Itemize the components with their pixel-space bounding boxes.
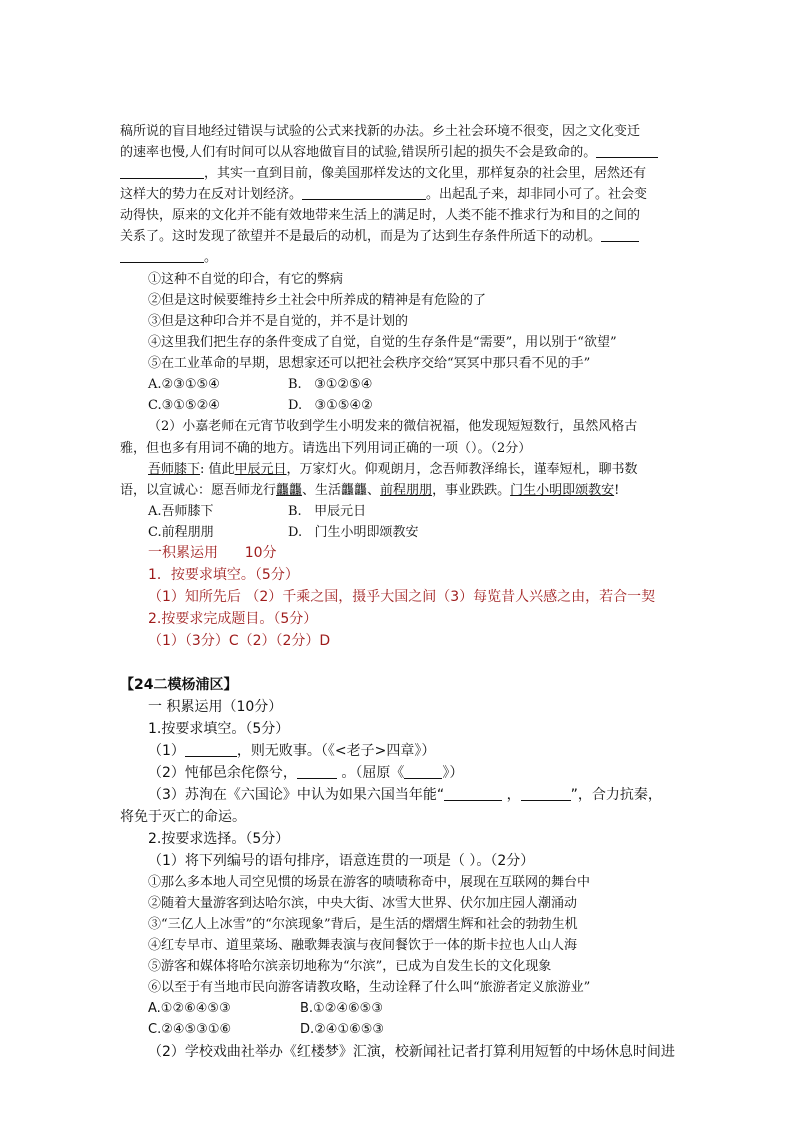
fill-2-text: 。（屈原《: [336, 765, 405, 781]
passage-line-3: [120, 165, 646, 183]
answer-1-title: 1．按要求填空。（5分）: [148, 567, 299, 583]
exam2-option-b[interactable]: B.①②④⑥⑤③: [300, 1001, 383, 1016]
passage-line-6-text: 关系了。这时发现了欲望并不是最后的动机，而是为了达到生存条件所适下的动机。: [120, 229, 602, 244]
sentence-2: ②但是这时候要维持乡土社会中所养成的精神是有危险的了: [148, 293, 487, 308]
sentence-3: ③但是这种印合并不是自觉的，并不是计划的: [148, 314, 409, 329]
fill-blank-1b[interactable]: [120, 165, 204, 179]
fill-2-blank-b[interactable]: [404, 765, 442, 779]
fill-3-text: ”，合力抗秦，: [570, 787, 662, 803]
fill-2-prefix: （2）忳郁邑余侘傺兮，: [148, 765, 297, 781]
fill-3-prefix: （3）苏洵在《六国论》中认为如果六国当年能“: [148, 787, 445, 803]
exam2-options-row-2: [148, 1021, 384, 1039]
q2-option-c[interactable]: C.前程朋朋: [148, 525, 214, 540]
q1-options-row-1: [148, 376, 372, 394]
fill-blank-3a[interactable]: [601, 228, 639, 242]
passage-line-5: 动得快，原来的文化并不能有效地带来生活上的满足时，人类不能不推求行为和目的之间的: [120, 208, 641, 223]
exam2-fill-3: [148, 786, 662, 804]
message-end: !: [614, 483, 620, 498]
exam2-fill-2: [148, 764, 463, 782]
passage-line-4: [120, 186, 647, 204]
answer-section-score: 10分: [244, 545, 277, 561]
sentence-1: ①这种不自觉的印合，有它的弊病: [148, 272, 344, 287]
q1-option-a[interactable]: [148, 376, 288, 394]
phrase-longxing: 龘龘: [276, 483, 303, 498]
passage-line-2-text: 的速率也慢,人们有时间可以从容地做盲目的试验,错误所引起的损失不会是致命的。: [120, 145, 597, 160]
passage-line-4-text-b: 。出起乱子来，却非同小可了。社会变: [426, 187, 648, 202]
sentence-5: ⑤在工业革命的早期，思想家还可以把社会秩序交给“冥冥中那只看不见的手”: [148, 356, 591, 371]
fill-2-blank-a[interactable]: [297, 765, 337, 779]
q2-option-d-text: 门生小明即颂教安: [314, 525, 419, 540]
q2-message-line-2: [120, 482, 619, 500]
passage-line-6: [120, 228, 639, 246]
q2-message-line-1: [148, 461, 638, 479]
exam2-option-a[interactable]: A.①②⑥④⑤③: [148, 1001, 231, 1016]
fill-blank-2[interactable]: [302, 186, 426, 200]
fill-blank-1a[interactable]: [596, 144, 658, 158]
exam2-q2-title: 2.按要求选择。（5分）: [148, 831, 290, 847]
message-text-4: ，事业跌跌。: [432, 483, 511, 498]
answer-section-title: [148, 544, 277, 562]
exam2-option-c[interactable]: C.②④⑤③①⑥: [148, 1022, 232, 1037]
q2-option-d-label: D.: [288, 525, 303, 540]
q2-options-row-2: [148, 524, 419, 542]
option-a-label: A.: [148, 377, 162, 392]
message-text-2: 语，以宣诚心：愿吾师龙行: [120, 483, 277, 498]
answer-1-text: （1）知所先后 （2）千乘之国，摄乎大国之间（3）每览昔人兴感之由，若合一契: [148, 589, 656, 605]
fill-1-text: ，则无败事。（《<老子>四章》）: [236, 743, 436, 759]
q2-stem-line-2: 雅，但也多有用词不确的地方。请选出下列用词正确的一项（）。（2分）: [120, 441, 532, 456]
message-text-3: 、生活龘龘、: [302, 483, 381, 498]
exam2-q2-stem: （1）将下列编号的语句排序，语意连贯的一项是（ ）。（2分）: [148, 853, 535, 869]
passage-line-7-text: 。: [204, 250, 218, 265]
exam2-sentence-4: ④红专早市、道里菜场、融歌舞表演与夜间餐饮于一体的斯卡拉也人山人海: [148, 938, 578, 953]
message-text-cont: ，万家灯火。仰观朗月，念吾师教泽绵长，谨奉短札，聊书数: [286, 462, 638, 477]
q1-option-c[interactable]: [148, 397, 288, 415]
q2-stem-line-1: （2）小嘉老师在元宵节收到学生小明发来的微信祝福，他发现短短数行，虽然风格古: [148, 419, 638, 434]
fill-3-blank-b[interactable]: [521, 787, 571, 801]
answer-section-name: 一积累运用: [148, 545, 218, 561]
fill-blank-3b[interactable]: [120, 249, 204, 263]
exam-header: 【24二模杨浦区】: [120, 677, 238, 693]
exam2-q2-2-stem: （2）学校戏曲社举办《红楼梦》汇演，校新闻社记者打算利用短暂的中场休息时间进: [148, 1044, 675, 1060]
q2-option-b-label: B.: [288, 504, 302, 519]
option-a-text: ②③①⑤④: [161, 377, 220, 392]
phrase-mensheng: 门生小明即颂教安: [510, 483, 615, 498]
exam2-options-row-1: [148, 1000, 383, 1018]
passage-line-4-text: 这样大的势力在反对计划经济。: [120, 187, 303, 202]
q2-options-row-1: [148, 503, 366, 521]
passage-line-7: [120, 249, 217, 267]
option-d-text: ③①⑤④②: [314, 398, 373, 413]
exam2-sentence-3: ③“三亿人上冰雪”的“尔滨现象”背后，是生活的熠熠生辉和社会的勃勃生机: [148, 917, 578, 932]
q1-options-row-2: [148, 397, 373, 415]
passage-line-2: [120, 144, 658, 162]
exam2-option-d[interactable]: D.②④①⑥⑤③: [300, 1022, 385, 1037]
option-b-label: B.: [288, 377, 302, 392]
fill-2-end: 》）: [442, 765, 464, 781]
exam2-q1-title: 1.按要求填空。（5分）: [148, 721, 290, 737]
q1-option-d[interactable]: [288, 397, 373, 415]
answer-2-title: 2.按要求完成题目。（5分）: [148, 611, 318, 627]
option-c-label: C.: [148, 398, 162, 413]
fill-1-blank[interactable]: [185, 743, 237, 757]
option-b-text: ③①②⑤④: [314, 377, 373, 392]
q2-option-d[interactable]: [288, 524, 419, 542]
fill-3-comma: ，: [502, 787, 521, 803]
passage-line-3-text: ，其实一直到目前，像美国那样发达的文化里，那样复杂的社会里，居然还有: [204, 166, 647, 181]
phrase-wushi-xixia: 吾师膝下: [148, 462, 201, 477]
message-text: : 值此: [200, 462, 235, 477]
q2-option-b-text: 甲辰元日: [314, 504, 367, 519]
passage-line-1: 稿所说的盲目地经过错误与试验的公式来找新的办法。乡土社会环境不很变，因之文化变迁: [120, 124, 641, 139]
exam2-section-title: 一 积累运用（10分）: [148, 699, 283, 715]
exam2-fill-1: [148, 742, 435, 760]
sentence-4: ④这里我们把生存的条件变成了自觉，自觉的生存条件是“需要”，用以别于“欲望”: [148, 335, 617, 350]
exam2-sentence-5: ⑤游客和媒体将哈尔滨亲切地称为“尔滨”，已成为自发生长的文化现象: [148, 959, 552, 974]
fill-1-prefix: （1）: [148, 743, 185, 759]
q1-option-b[interactable]: [288, 376, 372, 394]
q2-option-b[interactable]: [288, 503, 366, 521]
exam2-sentence-6: ⑥以至于有当地市民向游客请教攻略，生动诠释了什么叫“旅游者定义旅游业”: [148, 980, 591, 995]
q2-option-a[interactable]: A.吾师膝下: [148, 504, 214, 519]
phrase-qiancheng: 前程朋朋: [380, 483, 433, 498]
fill-3-blank-a[interactable]: [444, 787, 502, 801]
exam2-sentence-1: ①那么多本地人司空见惯的场景在游客的啧啧称奇中，展现在互联网的舞台中: [148, 875, 591, 890]
exam2-sentence-2: ②随着大量游客到达哈尔滨，中央大街、冰雪大世界、伏尔加庄园人潮涌动: [148, 896, 578, 911]
phrase-jiachen-yuanri: 甲辰元日: [234, 462, 287, 477]
option-d-label: D.: [288, 398, 303, 413]
option-c-text: ③①⑤②④: [161, 398, 220, 413]
exam2-fill-3-cont: 将免于灭亡的命运。: [120, 809, 246, 825]
answer-2-text: （1）（3分）C（2）（2分）D: [148, 633, 331, 649]
